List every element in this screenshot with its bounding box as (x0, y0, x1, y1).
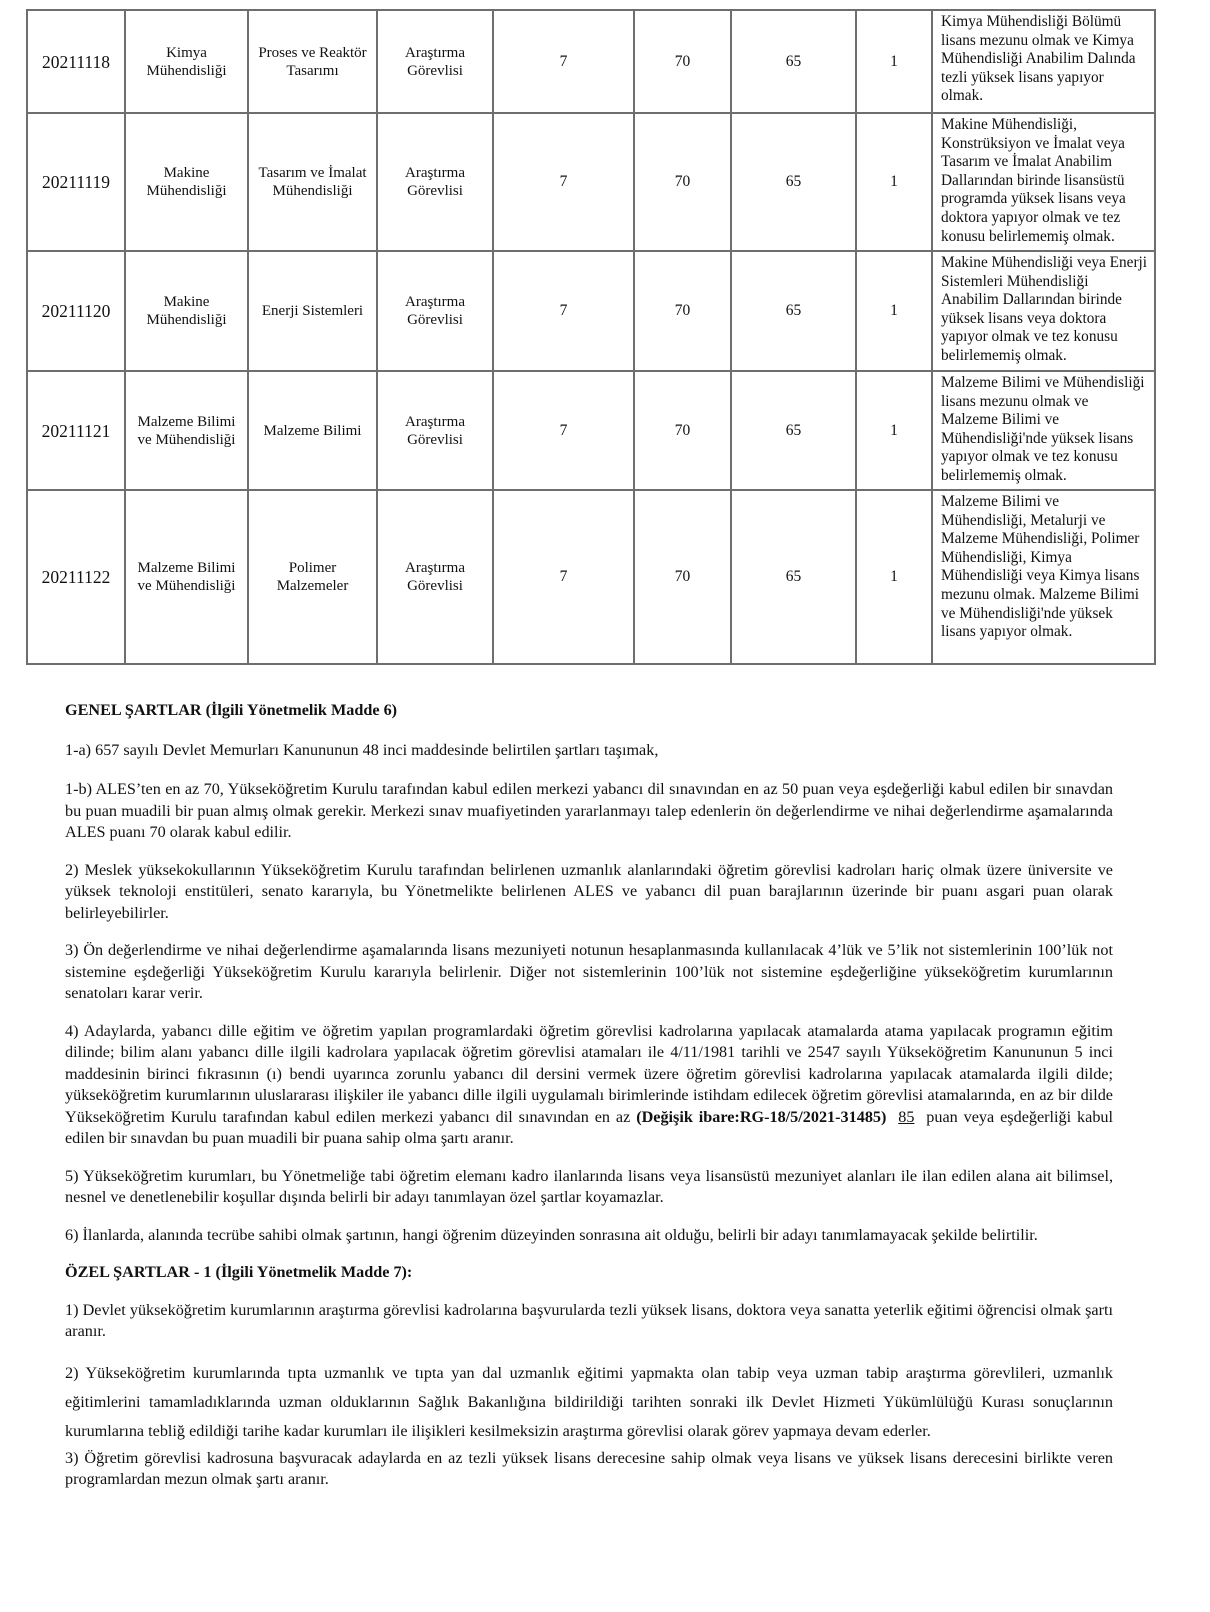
special-condition-1: 1) Devlet yükseköğretim kurumlarının araştırma görevlisi kadrolarına başvurularda tezli yüksek lisans, doktora veya sanatta yeterlik eğitimi öğrencisi olmak şartı aranır. (65, 1300, 1113, 1340)
requirements: Makine Mühendisliği, Konstrüksiyon ve İmalat veya Tasarım ve İmalat Anabilim Dallarından birinde lisansüstü programda yüksek lisans veya doktora yapıyor olmak ve tez konusu belirlememiş olmak. (932, 113, 1155, 251)
department: Kimya Mühendisliği (125, 10, 248, 113)
position-code: 20211119 (27, 113, 125, 251)
degree: 7 (493, 113, 634, 251)
position-count: 1 (856, 10, 932, 113)
position-code: 20211120 (27, 251, 125, 371)
department: Makine Mühendisliği (125, 251, 248, 371)
department: Makine Mühendisliği (125, 113, 248, 251)
language-score: 65 (731, 371, 856, 490)
degree: 7 (493, 490, 634, 664)
position-count: 1 (856, 371, 932, 490)
position-title: Araştırma Görevlisi (377, 251, 493, 371)
department: Malzeme Bilimi ve Mühendisliği (125, 490, 248, 664)
position-count: 1 (856, 251, 932, 371)
position-code: 20211122 (27, 490, 125, 664)
general-condition-3: 3) Ön değerlendirme ve nihai değerlendirme aşamalarında lisans mezuniyeti notunun hesaplanmasında kullanılacak 4’lük ve 5’lik not sistemlerinin 100’lük not sistemine eşdeğerliği Yükseköğretim Kurulu kararıyla belirlenir. Diğer not sistemlerinin 100’lük not sistemine eşdeğerliğine yükseköğretim kurumlarının senatoları karar verir. (65, 941, 1113, 1002)
ales-score: 70 (634, 490, 731, 664)
positions-table (26, 9, 1156, 665)
position-code: 20211121 (27, 371, 125, 490)
position-title: Araştırma Görevlisi (377, 113, 493, 251)
requirements: Malzeme Bilimi ve Mühendisliği, Metalurji ve Malzeme Mühendisliği, Polimer Mühendisliği, Kimya Mühendisliği veya Kimya lisans mezunu olmak. Malzeme Bilimi ve Mühendisliği'nde yüksek lisans yapıyor olmak. (932, 490, 1155, 664)
condition-4-text-end: puan veya eşdeğerliği kabul edilen bir sınavdan bu puan muadili bir puana sahip olma şartı aranır. (65, 1107, 1114, 1147)
general-condition-4 (65, 1021, 1113, 1150)
ales-score: 70 (634, 113, 731, 251)
position-count: 1 (856, 490, 932, 664)
condition-4-text: 4) Adaylarda, yabancı dille eğitim ve öğretim yapılan programlardaki öğretim görevlisi kadrolarına yapılacak atamalarda atama yapılacak programın eğitim dilinde; bilim alanı yabancı dille ilgili kadrolara yapılacak öğretim görevlisi atamaları ile 4/11/1981 tarihli ve 2547 sayılı Yükseköğretim Kanununun 5 inci maddesinin birinci fıkrasının (ı) bendi uyarınca zorunlu yabancı dil dersini vermek üzere öğretim görevlisi kadrolarına yapılacak atamalarda ilgili dilde; yükseköğretim kurumlarının uluslararası ilişkiler ile yabancı dille ilgili uygulamalı birimlerinde istihdam edilecek öğretim görevlisi atamalarında, en az bir dilde Yükseköğretim Kurulu tarafından kabul edilen merkezi yabancı dil sınavından en az (65, 1021, 1113, 1126)
required-score: 85 (898, 1107, 915, 1126)
table-row (27, 251, 1155, 371)
position-count: 1 (856, 113, 932, 251)
position-title: Araştırma Görevlisi (377, 490, 493, 664)
language-score: 65 (731, 490, 856, 664)
general-condition-6: 6) İlanlarda, alanında tecrübe sahibi olmak şartının, hangi öğrenim düzeyinden sonrasına ait olduğu, belirli bir adayı tanımlamayacak şekilde belirtilir. (65, 1225, 1038, 1244)
requirements: Makine Mühendisliği veya Enerji Sistemleri Mühendisliği Anabilim Dallarından birinde yüksek lisans veya doktora yapıyor olmak ve tez konusu belirlememiş olmak. (932, 251, 1155, 371)
language-score: 65 (731, 10, 856, 113)
position-code: 20211118 (27, 10, 125, 113)
field: Enerji Sistemleri (248, 251, 377, 371)
special-condition-3: 3) Öğretim görevlisi kadrosuna başvuracak adaylarda en az tezli yüksek lisans derecesine sahip olmak veya lisans ve yüksek lisans derecesini birlikte veren programlardan mezun olmak şartı aranır. (65, 1448, 1113, 1488)
special-conditions-heading: ÖZEL ŞARTLAR - 1 (İlgili Yönetmelik Madde 7): (65, 1263, 413, 1281)
field: Malzeme Bilimi (248, 371, 377, 490)
field: Proses ve Reaktör Tasarımı (248, 10, 377, 113)
general-condition-5: 5) Yükseköğretim kurumları, bu Yönetmeliğe tabi öğretim elemanı kadro ilanlarında lisans veya lisansüstü mezuniyet alanları ile ilan edilen alana ait bilimsel, nesnel ve denetlenebilir koşullar dışında belirli bir adayı tanımlayan özel şartlar koyamazlar. (65, 1166, 1113, 1206)
position-title: Araştırma Görevlisi (377, 371, 493, 490)
degree: 7 (493, 10, 634, 113)
degree: 7 (493, 251, 634, 371)
general-conditions-heading: GENEL ŞARTLAR (İlgili Yönetmelik Madde 6) (65, 701, 398, 719)
ales-score: 70 (634, 371, 731, 490)
department: Malzeme Bilimi ve Mühendisliği (125, 371, 248, 490)
general-condition-1a: 1-a) 657 sayılı Devlet Memurları Kanununun 48 inci maddesinde belirtilen şartları taşımak, (65, 740, 659, 759)
ales-score: 70 (634, 251, 731, 371)
table-row (27, 490, 1155, 664)
table-row (27, 371, 1155, 490)
requirements: Malzeme Bilimi ve Mühendisliği lisans mezunu olmak ve Malzeme Bilimi ve Mühendisliği'nde yüksek lisans yapıyor olmak ve tez konusu belirlememiş olmak. (932, 371, 1155, 490)
requirements: Kimya Mühendisliği Bölümü lisans mezunu olmak ve Kimya Mühendisliği Anabilim Dalında tezli yüksek lisans yapıyor olmak. (932, 10, 1155, 113)
general-condition-1b: 1-b) ALES’ten en az 70, Yükseköğretim Kurulu tarafından kabul edilen merkezi yabancı dil sınavından en az 50 puan veya eşdeğerliği kabul edilen bir sınavdan bu puan muadili bir puan almış olmak gerekir. Merkezi sınav muafiyetinden yararlanmayı talep edenlerin ön değerlendirme ve nihai değerlendirme aşamalarında ALES puanı 70 olarak kabul edilir. (65, 780, 1113, 841)
language-score: 65 (731, 251, 856, 371)
general-condition-2: 2) Meslek yüksekokullarının Yükseköğretim Kurulu tarafından belirlenen uzmanlık alanlarındaki öğretim görevlisi kadroları hariç olmak üzere üniversite ve yüksek teknoloji enstitüleri, senato kararıyla, bu Yönetmelikte belirlenen ALES ve yabancı dil puan barajlarının üzerinde bir puanı asgari puan olarak belirleyebilirler. (65, 860, 1113, 922)
degree: 7 (493, 371, 634, 490)
language-score: 65 (731, 113, 856, 251)
position-title: Araştırma Görevlisi (377, 10, 493, 113)
special-condition-2: 2) Yükseköğretim kurumlarında tıpta uzmanlık ve tıpta yan dal uzmanlık eğitimi yapmakta olan tabip veya uzman tabip araştırma görevlileri, uzmanlık eğitimlerini tamamladıklarında uzman olduklarının Sağlık Bakanlığına bildirildiği tarihten sonraki ilk Devlet Hizmeti Yükümlülüğü Kurası sonuçlarının kurumlarına tebliğ edildiği tarihe kadar kurumları ile ilişikleri kesilmeksizin araştırma görevlisi olarak görev yapmaya devam ederler. (65, 1363, 1113, 1440)
field: Tasarım ve İmalat Mühendisliği (248, 113, 377, 251)
amendment-reference: (Değişik ibare:RG-18/5/2021-31485) (636, 1107, 887, 1126)
table-row (27, 10, 1155, 113)
table-row (27, 113, 1155, 251)
conditions-section (65, 700, 1113, 1491)
ales-score: 70 (634, 10, 731, 113)
field: Polimer Malzemeler (248, 490, 377, 664)
